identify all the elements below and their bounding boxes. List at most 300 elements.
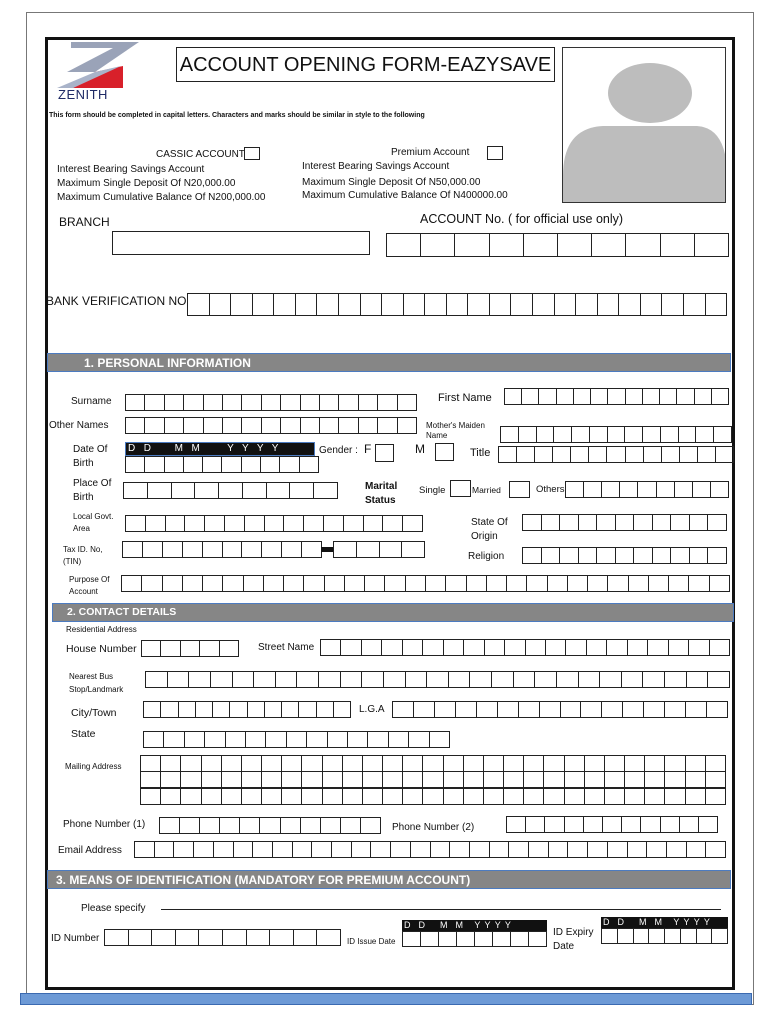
char-box[interactable]	[564, 755, 585, 772]
bvn-boxes[interactable]	[187, 293, 727, 316]
char-box[interactable]	[134, 841, 155, 858]
char-box[interactable]	[360, 817, 381, 834]
char-box[interactable]	[709, 639, 730, 656]
char-box[interactable]	[183, 456, 203, 473]
char-box[interactable]	[469, 841, 490, 858]
char-box[interactable]	[668, 575, 689, 592]
char-box[interactable]	[351, 841, 372, 858]
char-box[interactable]	[705, 293, 728, 316]
char-box[interactable]	[633, 928, 650, 944]
others-boxes[interactable]	[565, 481, 729, 498]
issue-date-boxes[interactable]	[402, 931, 547, 947]
char-box[interactable]	[560, 701, 582, 718]
char-box[interactable]	[525, 816, 545, 833]
char-box[interactable]	[301, 541, 322, 558]
char-box[interactable]	[513, 671, 536, 688]
char-box[interactable]	[578, 547, 598, 564]
char-box[interactable]	[140, 771, 161, 788]
char-box[interactable]	[303, 575, 324, 592]
char-box[interactable]	[606, 446, 625, 463]
char-box[interactable]	[320, 817, 341, 834]
char-box[interactable]	[279, 456, 299, 473]
char-box[interactable]	[538, 388, 556, 405]
char-box[interactable]	[388, 731, 409, 748]
char-box[interactable]	[370, 841, 391, 858]
char-box[interactable]	[523, 771, 544, 788]
char-box[interactable]	[543, 771, 564, 788]
char-box[interactable]	[541, 547, 561, 564]
char-box[interactable]	[705, 755, 726, 772]
mailing-row-1[interactable]	[140, 755, 726, 772]
char-box[interactable]	[269, 929, 294, 946]
char-box[interactable]	[244, 515, 265, 532]
char-box[interactable]	[695, 426, 714, 443]
char-box[interactable]	[397, 417, 417, 434]
char-box[interactable]	[661, 446, 680, 463]
char-box[interactable]	[299, 456, 319, 473]
char-box[interactable]	[222, 394, 242, 411]
char-box[interactable]	[619, 481, 638, 498]
char-box[interactable]	[343, 515, 364, 532]
gender-m-checkbox[interactable]	[435, 443, 454, 461]
char-box[interactable]	[323, 515, 344, 532]
char-box[interactable]	[160, 701, 178, 718]
char-box[interactable]	[420, 931, 439, 947]
char-box[interactable]	[489, 841, 510, 858]
char-box[interactable]	[446, 293, 469, 316]
char-box[interactable]	[382, 515, 403, 532]
char-box[interactable]	[640, 293, 663, 316]
char-box[interactable]	[193, 841, 214, 858]
char-box[interactable]	[340, 639, 361, 656]
char-box[interactable]	[362, 771, 383, 788]
tin-boxes-part1[interactable]	[122, 541, 322, 558]
char-box[interactable]	[489, 293, 512, 316]
char-box[interactable]	[578, 514, 598, 531]
char-box[interactable]	[426, 671, 449, 688]
char-box[interactable]	[647, 639, 668, 656]
char-box[interactable]	[151, 929, 176, 946]
char-box[interactable]	[454, 233, 489, 257]
char-box[interactable]	[261, 755, 282, 772]
char-box[interactable]	[171, 482, 196, 499]
char-box[interactable]	[360, 293, 383, 316]
char-box[interactable]	[259, 817, 280, 834]
char-box[interactable]	[486, 575, 507, 592]
char-box[interactable]	[386, 233, 421, 257]
char-box[interactable]	[128, 929, 153, 946]
char-box[interactable]	[580, 701, 602, 718]
char-box[interactable]	[604, 755, 625, 772]
char-box[interactable]	[281, 755, 302, 772]
char-box[interactable]	[194, 482, 219, 499]
char-box[interactable]	[144, 394, 164, 411]
char-box[interactable]	[534, 446, 553, 463]
char-box[interactable]	[241, 541, 262, 558]
char-box[interactable]	[263, 575, 284, 592]
char-box[interactable]	[384, 575, 405, 592]
char-box[interactable]	[233, 841, 254, 858]
mailing-row-2[interactable]	[140, 771, 726, 788]
char-box[interactable]	[402, 771, 423, 788]
char-box[interactable]	[463, 771, 484, 788]
char-box[interactable]	[283, 515, 304, 532]
char-box[interactable]	[160, 788, 181, 805]
char-box[interactable]	[154, 841, 175, 858]
char-box[interactable]	[362, 755, 383, 772]
char-box[interactable]	[443, 771, 464, 788]
please-specify-line[interactable]	[161, 909, 721, 910]
char-box[interactable]	[296, 671, 319, 688]
char-box[interactable]	[316, 701, 334, 718]
char-box[interactable]	[201, 755, 222, 772]
char-box[interactable]	[564, 816, 584, 833]
char-box[interactable]	[219, 817, 240, 834]
char-box[interactable]	[147, 482, 172, 499]
char-box[interactable]	[324, 575, 345, 592]
title-boxes[interactable]	[498, 446, 734, 463]
char-box[interactable]	[543, 788, 564, 805]
char-box[interactable]	[553, 426, 572, 443]
char-box[interactable]	[523, 233, 558, 257]
phone2-boxes[interactable]	[506, 816, 718, 833]
char-box[interactable]	[164, 394, 184, 411]
char-box[interactable]	[382, 755, 403, 772]
char-box[interactable]	[443, 639, 464, 656]
char-box[interactable]	[588, 446, 607, 463]
char-box[interactable]	[474, 931, 493, 947]
char-box[interactable]	[275, 671, 298, 688]
char-box[interactable]	[180, 788, 201, 805]
char-box[interactable]	[199, 817, 220, 834]
char-box[interactable]	[705, 771, 726, 788]
char-box[interactable]	[685, 755, 706, 772]
char-box[interactable]	[521, 388, 539, 405]
char-box[interactable]	[685, 701, 707, 718]
char-box[interactable]	[715, 446, 734, 463]
char-box[interactable]	[633, 547, 653, 564]
char-box[interactable]	[589, 426, 608, 443]
char-box[interactable]	[175, 929, 200, 946]
char-box[interactable]	[318, 671, 341, 688]
char-box[interactable]	[627, 841, 648, 858]
char-box[interactable]	[503, 771, 524, 788]
char-box[interactable]	[241, 394, 261, 411]
char-box[interactable]	[164, 417, 184, 434]
char-box[interactable]	[607, 426, 626, 443]
char-box[interactable]	[503, 755, 524, 772]
char-box[interactable]	[591, 233, 626, 257]
char-box[interactable]	[381, 639, 402, 656]
char-box[interactable]	[625, 446, 644, 463]
char-box[interactable]	[504, 388, 522, 405]
char-box[interactable]	[556, 671, 579, 688]
bus-stop-boxes[interactable]	[145, 671, 730, 688]
char-box[interactable]	[443, 755, 464, 772]
char-box[interactable]	[601, 481, 620, 498]
char-box[interactable]	[518, 701, 540, 718]
char-box[interactable]	[281, 701, 299, 718]
char-box[interactable]	[125, 456, 145, 473]
char-box[interactable]	[711, 388, 729, 405]
char-box[interactable]	[260, 456, 280, 473]
char-box[interactable]	[504, 639, 525, 656]
char-box[interactable]	[422, 755, 443, 772]
char-box[interactable]	[625, 388, 643, 405]
char-box[interactable]	[232, 671, 255, 688]
char-box[interactable]	[173, 841, 194, 858]
char-box[interactable]	[201, 771, 222, 788]
char-box[interactable]	[483, 755, 504, 772]
char-box[interactable]	[463, 755, 484, 772]
lga-boxes[interactable]	[125, 515, 423, 532]
char-box[interactable]	[212, 701, 230, 718]
char-box[interactable]	[696, 928, 713, 944]
char-box[interactable]	[300, 394, 320, 411]
char-box[interactable]	[599, 671, 622, 688]
state-boxes[interactable]	[143, 731, 450, 748]
char-box[interactable]	[711, 928, 728, 944]
char-box[interactable]	[664, 788, 685, 805]
char-box[interactable]	[272, 841, 293, 858]
char-box[interactable]	[709, 575, 730, 592]
char-box[interactable]	[402, 515, 423, 532]
char-box[interactable]	[429, 731, 450, 748]
char-box[interactable]	[241, 417, 261, 434]
char-box[interactable]	[618, 293, 641, 316]
char-box[interactable]	[587, 575, 608, 592]
char-box[interactable]	[123, 482, 148, 499]
char-box[interactable]	[420, 233, 455, 257]
char-box[interactable]	[622, 701, 644, 718]
char-box[interactable]	[674, 481, 693, 498]
char-box[interactable]	[183, 394, 203, 411]
char-box[interactable]	[347, 731, 368, 748]
char-box[interactable]	[476, 701, 498, 718]
char-box[interactable]	[571, 426, 590, 443]
char-box[interactable]	[180, 755, 201, 772]
char-box[interactable]	[469, 671, 492, 688]
char-box[interactable]	[646, 841, 667, 858]
char-box[interactable]	[245, 731, 266, 748]
lga-contact-boxes[interactable]	[392, 701, 728, 718]
email-boxes[interactable]	[134, 841, 726, 858]
char-box[interactable]	[319, 394, 339, 411]
char-box[interactable]	[565, 481, 584, 498]
char-box[interactable]	[316, 929, 341, 946]
char-box[interactable]	[202, 541, 223, 558]
char-box[interactable]	[145, 671, 168, 688]
char-box[interactable]	[584, 771, 605, 788]
char-box[interactable]	[198, 929, 223, 946]
char-box[interactable]	[201, 788, 222, 805]
classic-account-checkbox[interactable]	[244, 147, 260, 160]
char-box[interactable]	[644, 788, 665, 805]
char-box[interactable]	[252, 293, 275, 316]
char-box[interactable]	[483, 788, 504, 805]
char-box[interactable]	[625, 233, 660, 257]
char-box[interactable]	[222, 417, 242, 434]
char-box[interactable]	[670, 514, 690, 531]
char-box[interactable]	[642, 671, 665, 688]
char-box[interactable]	[685, 788, 706, 805]
single-checkbox[interactable]	[450, 480, 471, 497]
char-box[interactable]	[160, 771, 181, 788]
char-box[interactable]	[602, 816, 622, 833]
char-box[interactable]	[660, 816, 680, 833]
char-box[interactable]	[145, 515, 166, 532]
char-box[interactable]	[565, 639, 586, 656]
char-box[interactable]	[586, 639, 607, 656]
char-box[interactable]	[225, 731, 246, 748]
char-box[interactable]	[698, 816, 718, 833]
id-number-boxes[interactable]	[104, 929, 341, 946]
char-box[interactable]	[338, 417, 358, 434]
char-box[interactable]	[434, 701, 456, 718]
char-box[interactable]	[179, 817, 200, 834]
char-box[interactable]	[652, 547, 672, 564]
char-box[interactable]	[443, 788, 464, 805]
char-box[interactable]	[644, 771, 665, 788]
char-box[interactable]	[633, 514, 653, 531]
char-box[interactable]	[526, 575, 547, 592]
char-box[interactable]	[523, 788, 544, 805]
char-box[interactable]	[652, 514, 672, 531]
char-box[interactable]	[659, 388, 677, 405]
char-box[interactable]	[484, 639, 505, 656]
char-box[interactable]	[686, 841, 707, 858]
expiry-date-boxes[interactable]	[601, 928, 728, 944]
char-box[interactable]	[678, 426, 697, 443]
char-box[interactable]	[313, 482, 338, 499]
char-box[interactable]	[615, 547, 635, 564]
char-box[interactable]	[567, 575, 588, 592]
char-box[interactable]	[247, 701, 265, 718]
char-box[interactable]	[125, 417, 145, 434]
char-box[interactable]	[664, 701, 686, 718]
char-box[interactable]	[303, 515, 324, 532]
char-box[interactable]	[556, 388, 574, 405]
char-box[interactable]	[539, 701, 561, 718]
branch-input[interactable]	[112, 231, 370, 255]
char-box[interactable]	[266, 482, 291, 499]
char-box[interactable]	[644, 755, 665, 772]
char-box[interactable]	[541, 514, 561, 531]
char-box[interactable]	[510, 931, 529, 947]
char-box[interactable]	[624, 426, 643, 443]
char-box[interactable]	[377, 417, 397, 434]
char-box[interactable]	[664, 671, 687, 688]
char-box[interactable]	[621, 816, 641, 833]
char-box[interactable]	[688, 639, 709, 656]
char-box[interactable]	[331, 841, 352, 858]
char-box[interactable]	[358, 417, 378, 434]
char-box[interactable]	[642, 388, 660, 405]
dob-boxes[interactable]	[125, 456, 319, 473]
char-box[interactable]	[518, 426, 537, 443]
char-box[interactable]	[525, 639, 546, 656]
char-box[interactable]	[221, 755, 242, 772]
char-box[interactable]	[219, 640, 239, 657]
char-box[interactable]	[491, 671, 514, 688]
char-box[interactable]	[183, 417, 203, 434]
char-box[interactable]	[292, 841, 313, 858]
char-box[interactable]	[656, 481, 675, 498]
char-box[interactable]	[202, 575, 223, 592]
char-box[interactable]	[381, 293, 404, 316]
char-box[interactable]	[438, 931, 457, 947]
char-box[interactable]	[410, 841, 431, 858]
char-box[interactable]	[686, 671, 709, 688]
char-box[interactable]	[670, 547, 690, 564]
char-box[interactable]	[456, 931, 475, 947]
char-box[interactable]	[229, 701, 247, 718]
char-box[interactable]	[692, 481, 711, 498]
char-box[interactable]	[448, 671, 471, 688]
char-box[interactable]	[187, 293, 210, 316]
char-box[interactable]	[707, 514, 727, 531]
char-box[interactable]	[424, 293, 447, 316]
char-box[interactable]	[222, 929, 247, 946]
char-box[interactable]	[402, 788, 423, 805]
char-box[interactable]	[492, 931, 511, 947]
char-box[interactable]	[160, 640, 180, 657]
passport-photo[interactable]	[562, 47, 726, 203]
char-box[interactable]	[160, 755, 181, 772]
char-box[interactable]	[601, 928, 618, 944]
char-box[interactable]	[694, 388, 712, 405]
mailing-row-3[interactable]	[140, 788, 726, 805]
char-box[interactable]	[122, 541, 143, 558]
char-box[interactable]	[506, 575, 527, 592]
char-box[interactable]	[261, 394, 281, 411]
char-box[interactable]	[222, 575, 243, 592]
char-box[interactable]	[261, 771, 282, 788]
char-box[interactable]	[301, 755, 322, 772]
char-box[interactable]	[218, 482, 243, 499]
maiden-name-boxes[interactable]	[500, 426, 732, 443]
char-box[interactable]	[449, 841, 470, 858]
char-box[interactable]	[583, 816, 603, 833]
char-box[interactable]	[342, 755, 363, 772]
char-box[interactable]	[422, 788, 443, 805]
char-box[interactable]	[180, 640, 200, 657]
char-box[interactable]	[364, 575, 385, 592]
char-box[interactable]	[184, 515, 205, 532]
char-box[interactable]	[289, 482, 314, 499]
char-box[interactable]	[281, 788, 302, 805]
char-box[interactable]	[405, 671, 428, 688]
char-box[interactable]	[204, 731, 225, 748]
char-box[interactable]	[402, 931, 421, 947]
char-box[interactable]	[668, 639, 689, 656]
char-box[interactable]	[280, 394, 300, 411]
char-box[interactable]	[362, 788, 383, 805]
char-box[interactable]	[367, 731, 388, 748]
surname-boxes[interactable]	[125, 394, 417, 411]
char-box[interactable]	[358, 394, 378, 411]
char-box[interactable]	[141, 575, 162, 592]
char-box[interactable]	[261, 788, 282, 805]
char-box[interactable]	[230, 293, 253, 316]
char-box[interactable]	[144, 456, 164, 473]
char-box[interactable]	[498, 446, 517, 463]
char-box[interactable]	[264, 701, 282, 718]
first-name-boxes[interactable]	[504, 388, 729, 405]
char-box[interactable]	[184, 731, 205, 748]
char-box[interactable]	[319, 417, 339, 434]
char-box[interactable]	[241, 788, 262, 805]
